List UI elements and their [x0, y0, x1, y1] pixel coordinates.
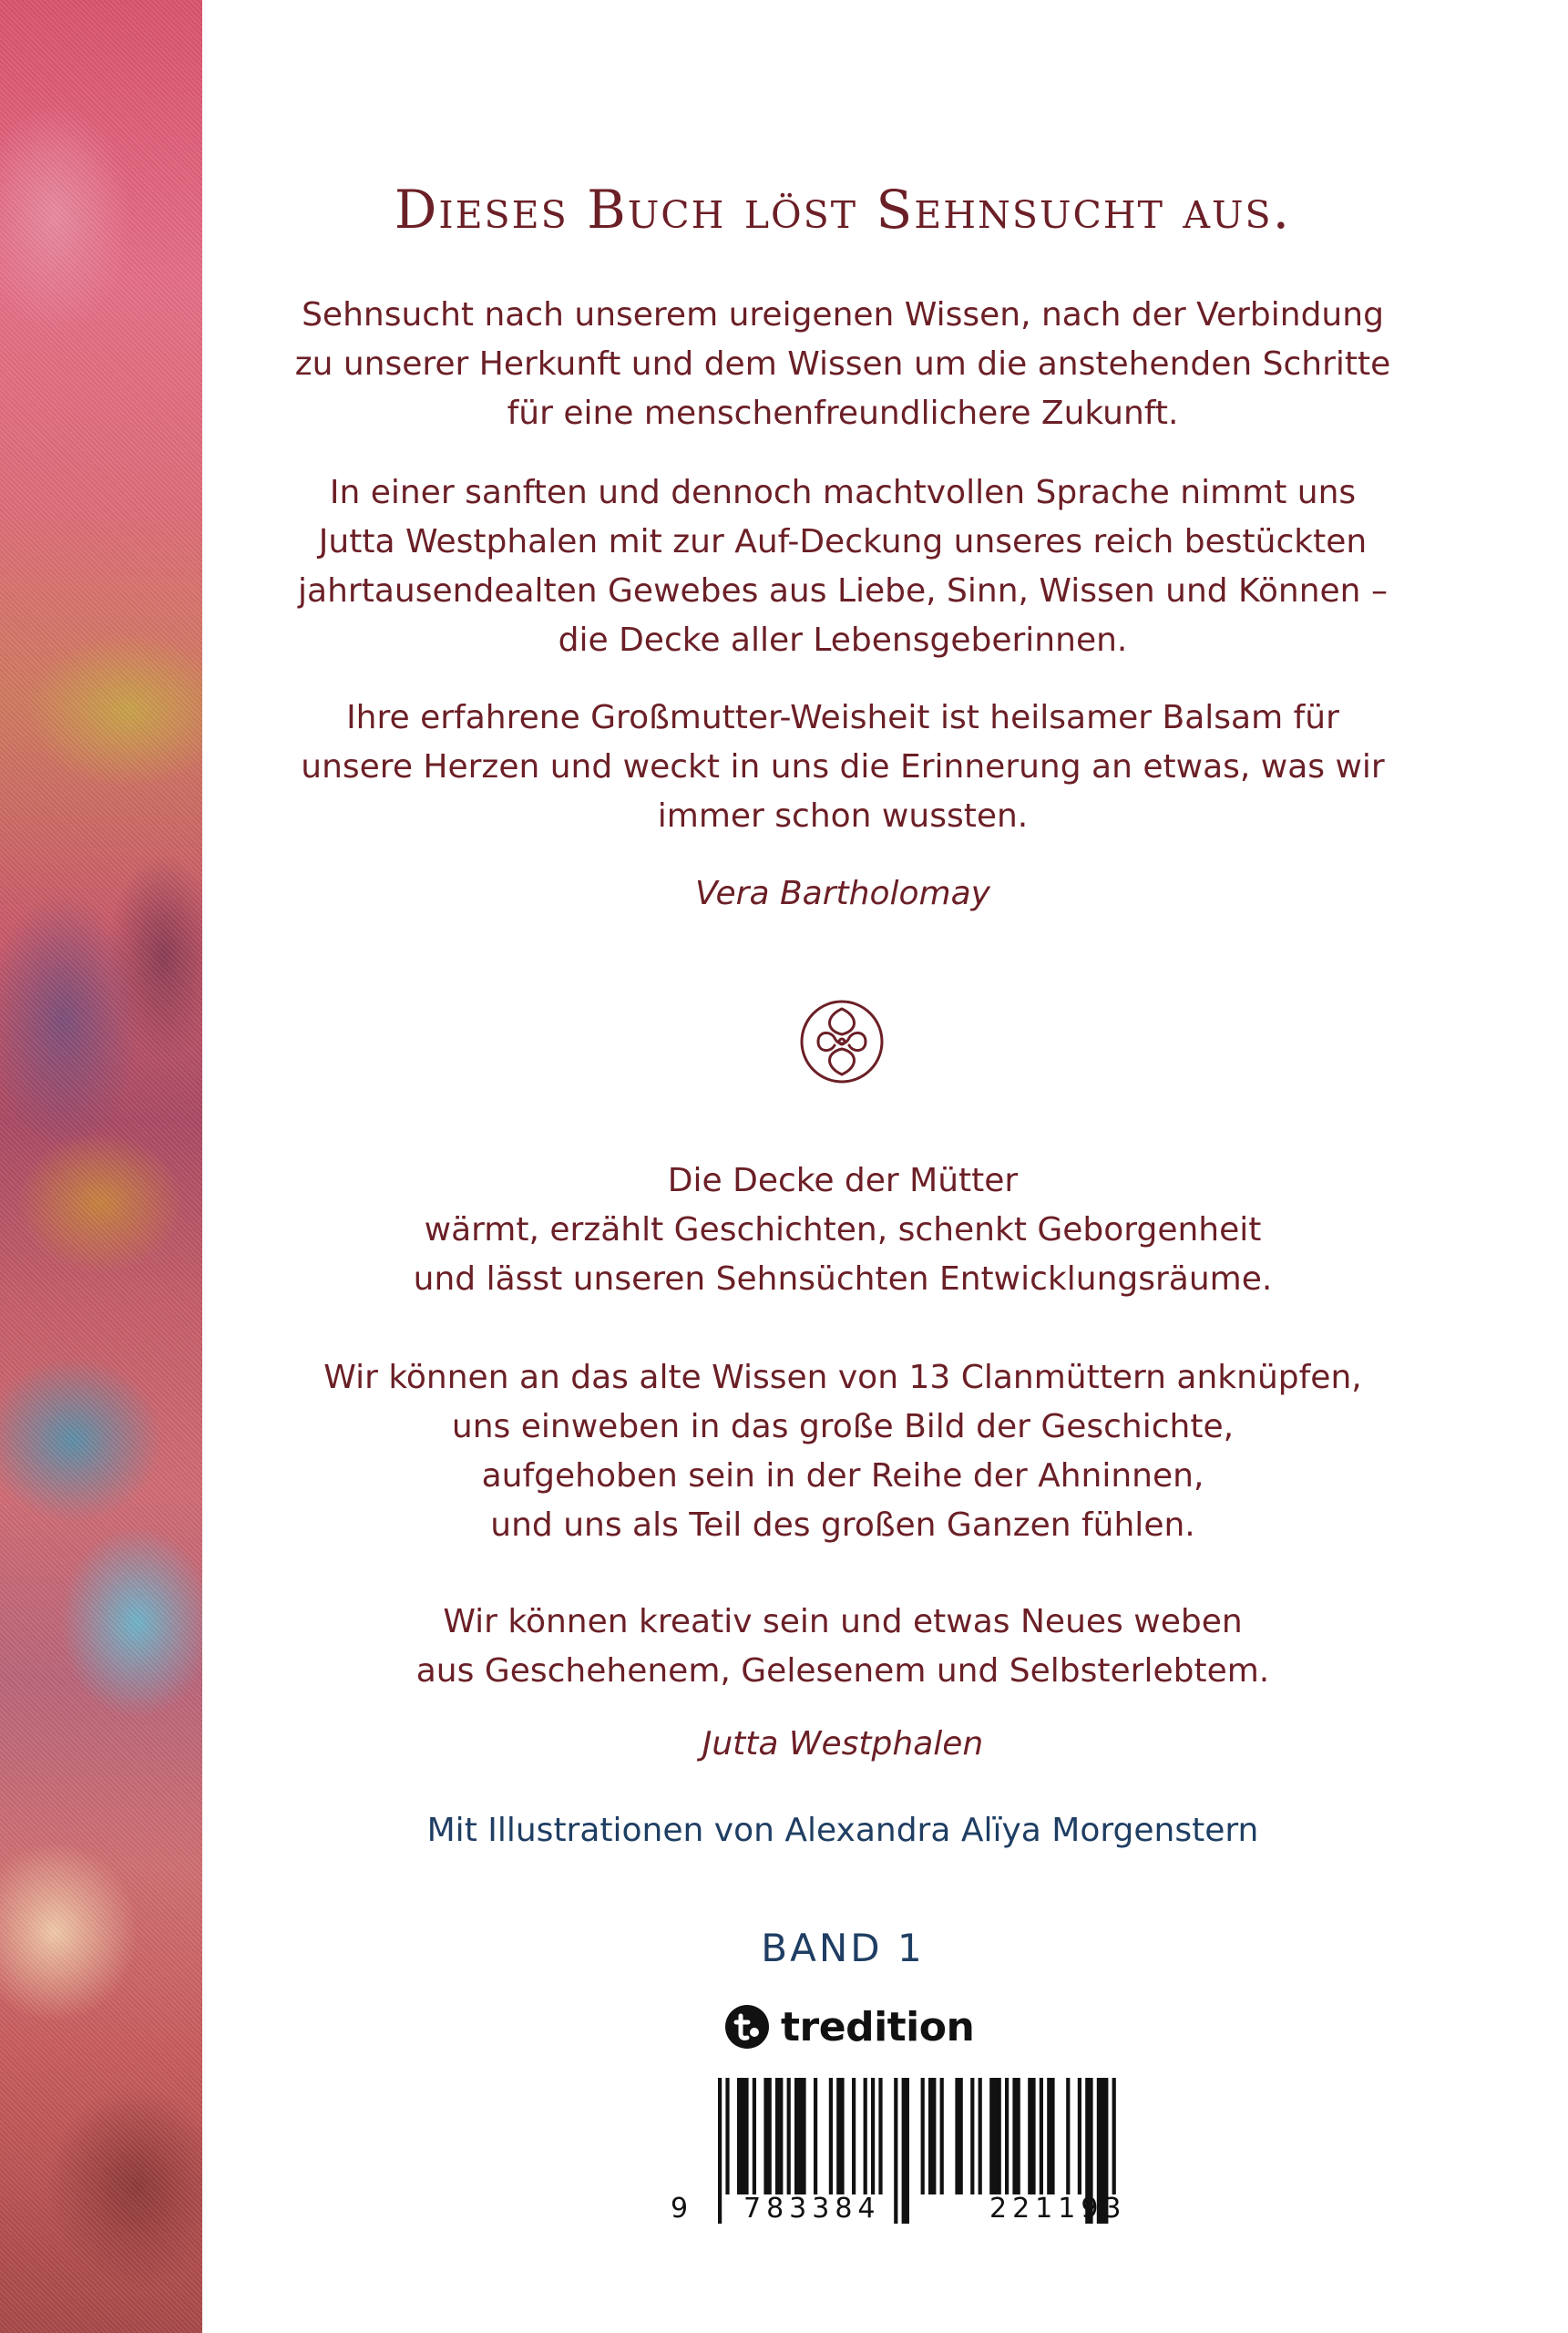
blurb-line: zu unserer Herkunft und dem Wissen um die anstehenden Schritte	[294, 345, 1391, 383]
barcode-bar	[775, 2078, 783, 2194]
publisher-name: tredition	[781, 2003, 975, 2050]
blurb-line: Jutta Westphalen mit zur Auf-Deckung unseres reich bestückten	[318, 523, 1368, 560]
author-line: Wir können an das alte Wissen von 13 Clanmüttern anknüpfen,	[323, 1359, 1362, 1396]
author-line: aufgehoben sein in der Reihe der Ahninnen,	[481, 1457, 1204, 1495]
barcode-bar	[894, 2078, 897, 2224]
barcode-bar	[921, 2078, 925, 2194]
barcode-bar	[1028, 2078, 1035, 2194]
barcode-bar	[871, 2078, 875, 2194]
author-paragraph-1	[219, 1156, 1467, 1304]
author-line: und uns als Teil des großen Ganzen fühlen.	[490, 1506, 1195, 1544]
blurb-line: die Decke aller Lebensgeberinnen.	[558, 622, 1128, 659]
author-line: aus Geschehenem, Gelesenem und Selbsterlebtem.	[415, 1652, 1270, 1690]
barcode-bar	[794, 2078, 806, 2194]
barcode-bar	[829, 2078, 833, 2194]
barcode-bar	[902, 2078, 909, 2224]
blurb-line: jahrtausendealten Gewebes aus Liebe, Sinn, Wissen und Können –	[298, 572, 1388, 610]
barcode-first-digit: 9	[671, 2193, 694, 2225]
barcode-digits-group-1: 783384	[743, 2193, 881, 2225]
publisher-logo	[724, 2001, 974, 2052]
blurb-line: unsere Herzen und weckt in uns die Erinnerung an etwas, was wir	[301, 748, 1385, 786]
author-line: Die Decke der Mütter	[667, 1162, 1019, 1199]
barcode-bar	[764, 2078, 771, 2194]
barcode-bar	[989, 2078, 1001, 2194]
blurb-line: Ihre erfahrene Großmutter-Weisheit ist heilsamer Balsam für	[346, 699, 1339, 736]
barcode-bar	[955, 2078, 962, 2194]
author-line: wärmt, erzählt Geschichten, schenkt Geborgenheit	[424, 1211, 1262, 1249]
headline: Dieses Buch löst Sehnsucht aus.	[394, 179, 1292, 241]
barcode-bar	[852, 2078, 856, 2194]
cover-painting-strip	[0, 0, 202, 2333]
barcode-bar	[814, 2078, 817, 2194]
barcode-bar	[836, 2078, 844, 2194]
barcode-bar	[725, 2078, 729, 2194]
author-signature: Jutta Westphalen	[702, 1725, 984, 1763]
blurb-paragraph-3	[219, 694, 1467, 841]
barcode-bar	[1005, 2078, 1009, 2194]
barcode-bar	[718, 2078, 722, 2224]
barcode-bar	[1112, 2078, 1116, 2194]
blurb-line: In einer sanften und dennoch machtvollen Sprache nimmt uns	[329, 474, 1357, 511]
barcode-bar	[970, 2078, 974, 2194]
illustrations-credit: Mit Illustrationen von Alexandra Alïya Morgenstern	[426, 1812, 1259, 1849]
isbn-barcode	[667, 2069, 1252, 2237]
blurb-signature: Vera Bartholomay	[695, 875, 990, 912]
barcode-bar	[878, 2078, 882, 2194]
ornament-swirl-icon	[798, 998, 886, 1085]
author-paragraph-2	[219, 1353, 1467, 1550]
barcode-bar	[753, 2078, 756, 2194]
blurb-paragraph-2	[219, 468, 1467, 665]
barcode-bar	[787, 2078, 791, 2194]
author-paragraph-3	[219, 1598, 1467, 1696]
barcode-bar	[940, 2078, 944, 2194]
blurb-line: immer schon wussten.	[657, 797, 1029, 835]
blurb-paragraph-1	[219, 291, 1467, 438]
barcode-bar	[864, 2078, 867, 2194]
blurb-line: für eine menschenfreundlichere Zukunft.	[507, 395, 1179, 432]
author-line: und lässt unseren Sehnsüchten Entwicklungsräume.	[413, 1260, 1273, 1298]
volume-label: BAND 1	[761, 1926, 925, 1970]
barcode-digits-group-2: 221193	[989, 2193, 1127, 2225]
barcode-bar	[737, 2078, 749, 2194]
blurb-line: Sehnsucht nach unserem ureigenen Wissen, nach der Verbindung	[302, 296, 1384, 334]
barcode-bar	[1047, 2078, 1054, 2194]
barcode-bar	[928, 2078, 936, 2194]
barcode-bar	[1078, 2078, 1081, 2194]
author-line: Wir können kreativ sein und etwas Neues weben	[443, 1603, 1243, 1640]
barcode-bar	[1066, 2078, 1070, 2194]
barcode-bar	[979, 2078, 982, 2194]
author-line: uns einweben in das große Bild der Geschichte,	[451, 1408, 1235, 1445]
barcode-bar	[1012, 2078, 1020, 2194]
tredition-logo-icon	[724, 2004, 770, 2050]
barcode-bar	[1040, 2078, 1043, 2194]
